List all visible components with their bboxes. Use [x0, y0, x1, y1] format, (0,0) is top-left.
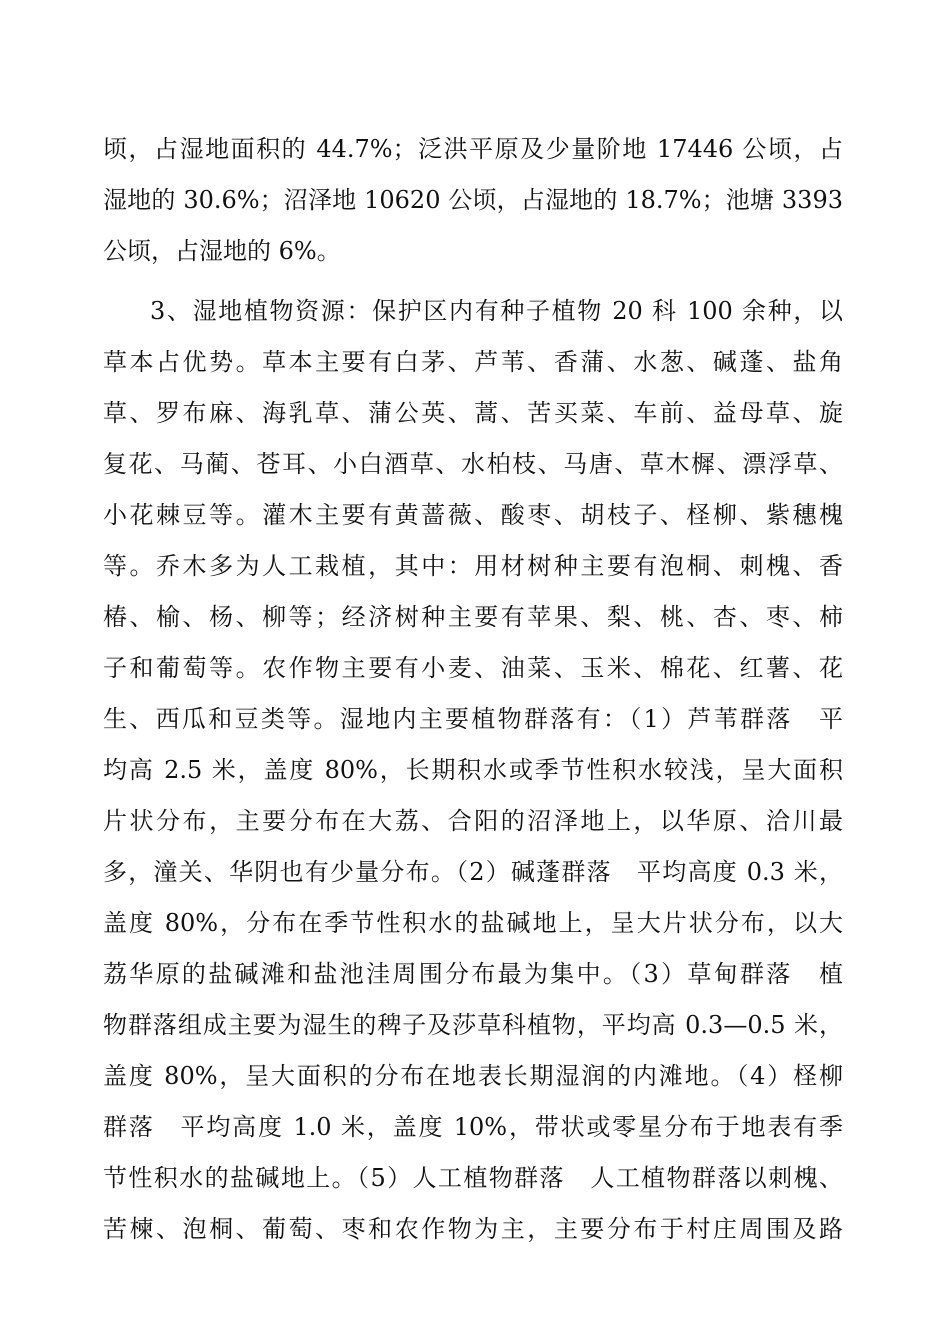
text-line: 3、湿地植物资源：保护区内有种子植物 20 科 100 余种，以 — [150, 297, 843, 325]
paragraph-spacer — [103, 277, 843, 286]
text-line: 等。乔木多为人工栽植，其中：用材树种主要有泡桐、刺槐、香 — [103, 552, 843, 580]
text-line: 子和葡萄等。农作物主要有小麦、油菜、玉米、棉花、红薯、花 — [103, 654, 843, 682]
text-line: 公顷，占湿地的 6%。 — [103, 237, 341, 265]
text-line: 物群落组成主要为湿生的稗子及莎草科植物，平均高 0.3—0.5 米， — [103, 1011, 843, 1039]
text-line: 荔华原的盐碱滩和盐池洼周围分布最为集中。（3）草甸群落 植 — [103, 960, 843, 988]
text-line: 均高 2.5 米，盖度 80%，长期积水或季节性积水较浅，呈大面积 — [103, 756, 843, 784]
text-line: 湿地的 30.6%；沼泽地 10620 公顷，占湿地的 18.7%；池塘 3393 — [103, 186, 843, 214]
text-line: 小花棘豆等。灌木主要有黄蔷薇、酸枣、胡枝子、柽柳、紫穗槐 — [103, 501, 843, 529]
text-line: 苦楝、泡桐、葡萄、枣和农作物为主，主要分布于村庄周围及路 — [103, 1215, 843, 1243]
text-line: 草、罗布麻、海乳草、蒲公英、蒿、苦买菜、车前、益母草、旋 — [103, 399, 843, 427]
text-line: 群落 平均高度 1.0 米，盖度 10%，带状或零星分布于地表有季 — [103, 1113, 843, 1141]
text-line: 片状分布，主要分布在大荔、合阳的沼泽地上，以华原、洽川最 — [103, 807, 843, 835]
paragraph-wetland-plants — [103, 286, 843, 1255]
text-line: 盖度 80%，呈大面积的分布在地表长期湿润的内滩地。（4）柽柳 — [103, 1062, 843, 1090]
text-line: 节性积水的盐碱地上。（5）人工植物群落 人工植物群落以刺槐、 — [103, 1164, 843, 1192]
document-body — [103, 124, 843, 1255]
paragraph-wetland-area — [103, 124, 843, 277]
text-line: 生、西瓜和豆类等。湿地内主要植物群落有：（1）芦苇群落 平 — [103, 705, 843, 733]
text-line: 椿、榆、杨、柳等；经济树种主要有苹果、梨、桃、杏、枣、柿 — [103, 603, 843, 631]
text-line: 盖度 80%，分布在季节性积水的盐碱地上，呈大片状分布，以大 — [103, 909, 843, 937]
text-line: 草本占优势。草本主要有白茅、芦苇、香蒲、水葱、碱蓬、盐角 — [103, 348, 843, 376]
text-line: 多，潼关、华阴也有少量分布。（2）碱蓬群落 平均高度 0.3 米， — [103, 858, 843, 886]
text-line: 复花、马蔺、苍耳、小白酒草、水柏枝、马唐、草木樨、漂浮草、 — [103, 450, 843, 478]
text-line: 顷，占湿地面积的 44.7%；泛洪平原及少量阶地 17446 公顷，占 — [103, 135, 843, 163]
